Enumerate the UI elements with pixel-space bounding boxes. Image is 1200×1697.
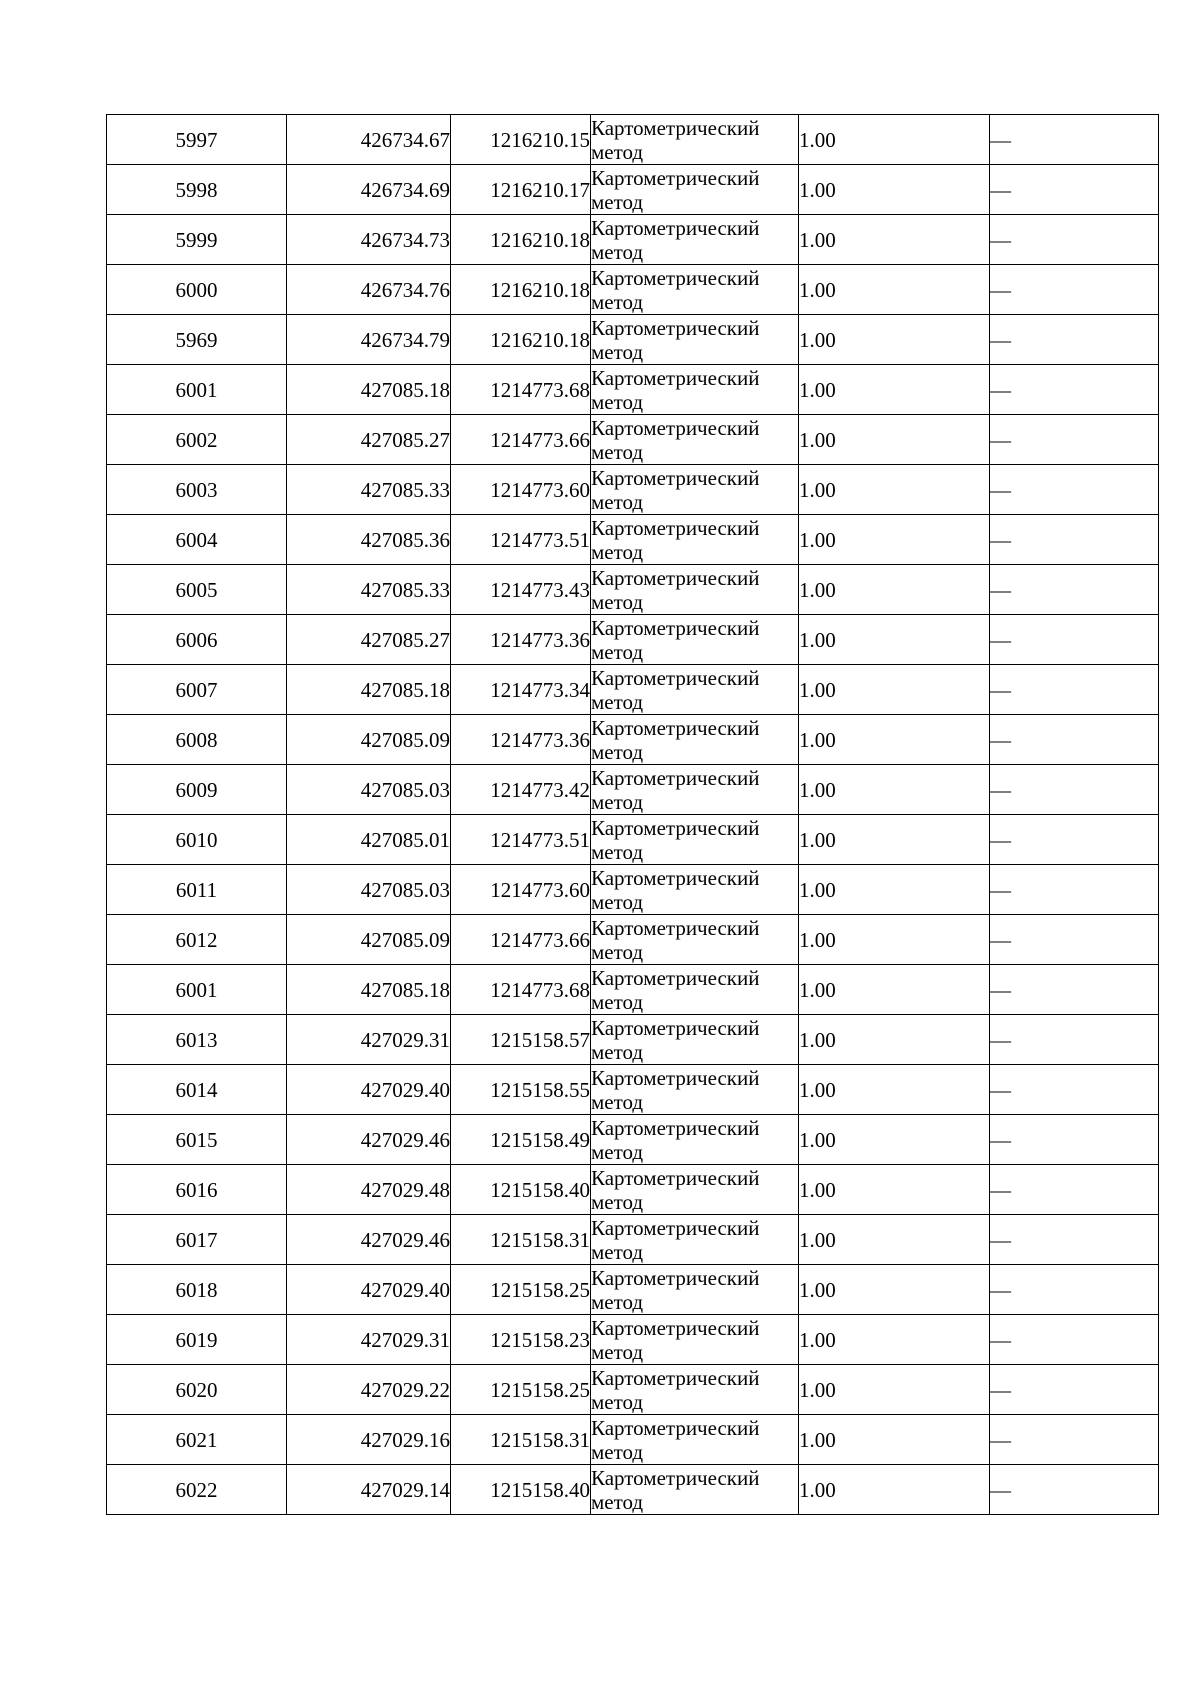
point-number-cell: 6013 bbox=[107, 1015, 287, 1065]
point-number-cell: 6004 bbox=[107, 515, 287, 565]
accuracy-cell: 1.00 bbox=[799, 515, 990, 565]
x-coordinate-cell: 427029.40 bbox=[287, 1265, 451, 1315]
y-coordinate-cell: 1214773.43 bbox=[451, 565, 591, 615]
table-row bbox=[107, 1415, 1159, 1465]
x-coordinate-cell: 427085.27 bbox=[287, 415, 451, 465]
point-number-cell: 6003 bbox=[107, 465, 287, 515]
x-coordinate-cell: 426734.79 bbox=[287, 315, 451, 365]
accuracy-cell: 1.00 bbox=[799, 415, 990, 465]
accuracy-cell: 1.00 bbox=[799, 915, 990, 965]
point-number-cell: 6006 bbox=[107, 615, 287, 665]
description-cell: — bbox=[990, 515, 1159, 565]
description-cell: — bbox=[990, 1365, 1159, 1415]
description-cell: — bbox=[990, 1315, 1159, 1365]
description-cell: — bbox=[990, 1065, 1159, 1115]
x-coordinate-cell: 427085.36 bbox=[287, 515, 451, 565]
point-number-cell: 6001 bbox=[107, 965, 287, 1015]
method-cell: Картометрический метод bbox=[591, 615, 799, 665]
x-coordinate-cell: 427085.09 bbox=[287, 915, 451, 965]
x-coordinate-cell: 426734.69 bbox=[287, 165, 451, 215]
point-number-cell: 6019 bbox=[107, 1315, 287, 1365]
x-coordinate-cell: 426734.67 bbox=[287, 115, 451, 165]
accuracy-cell: 1.00 bbox=[799, 315, 990, 365]
point-number-cell: 5998 bbox=[107, 165, 287, 215]
table-row bbox=[107, 1215, 1159, 1265]
description-cell: — bbox=[990, 665, 1159, 715]
method-cell: Картометрический метод bbox=[591, 365, 799, 415]
table-row bbox=[107, 165, 1159, 215]
table-row bbox=[107, 465, 1159, 515]
y-coordinate-cell: 1214773.42 bbox=[451, 765, 591, 815]
method-cell: Картометрический метод bbox=[591, 565, 799, 615]
y-coordinate-cell: 1215158.40 bbox=[451, 1465, 591, 1515]
method-cell: Картометрический метод bbox=[591, 215, 799, 265]
description-cell: — bbox=[990, 215, 1159, 265]
x-coordinate-cell: 427085.09 bbox=[287, 715, 451, 765]
point-number-cell: 5999 bbox=[107, 215, 287, 265]
accuracy-cell: 1.00 bbox=[799, 865, 990, 915]
point-number-cell: 6020 bbox=[107, 1365, 287, 1415]
accuracy-cell: 1.00 bbox=[799, 1465, 990, 1515]
description-cell: — bbox=[990, 565, 1159, 615]
method-cell: Картометрический метод bbox=[591, 1315, 799, 1365]
accuracy-cell: 1.00 bbox=[799, 565, 990, 615]
table-row bbox=[107, 715, 1159, 765]
description-cell: — bbox=[990, 865, 1159, 915]
accuracy-cell: 1.00 bbox=[799, 1215, 990, 1265]
x-coordinate-cell: 427085.18 bbox=[287, 365, 451, 415]
table-row bbox=[107, 265, 1159, 315]
table-row bbox=[107, 1315, 1159, 1365]
table-row bbox=[107, 515, 1159, 565]
point-number-cell: 6022 bbox=[107, 1465, 287, 1515]
table-row bbox=[107, 815, 1159, 865]
y-coordinate-cell: 1216210.15 bbox=[451, 115, 591, 165]
x-coordinate-cell: 427029.22 bbox=[287, 1365, 451, 1415]
description-cell: — bbox=[990, 465, 1159, 515]
y-coordinate-cell: 1214773.36 bbox=[451, 615, 591, 665]
method-cell: Картометрический метод bbox=[591, 265, 799, 315]
accuracy-cell: 1.00 bbox=[799, 1365, 990, 1415]
x-coordinate-cell: 427085.18 bbox=[287, 665, 451, 715]
y-coordinate-cell: 1215158.25 bbox=[451, 1365, 591, 1415]
y-coordinate-cell: 1216210.17 bbox=[451, 165, 591, 215]
table-row bbox=[107, 1115, 1159, 1165]
accuracy-cell: 1.00 bbox=[799, 1265, 990, 1315]
x-coordinate-cell: 427085.27 bbox=[287, 615, 451, 665]
table-row bbox=[107, 1065, 1159, 1115]
accuracy-cell: 1.00 bbox=[799, 265, 990, 315]
accuracy-cell: 1.00 bbox=[799, 465, 990, 515]
method-cell: Картометрический метод bbox=[591, 965, 799, 1015]
x-coordinate-cell: 427029.31 bbox=[287, 1315, 451, 1365]
y-coordinate-cell: 1215158.55 bbox=[451, 1065, 591, 1115]
method-cell: Картометрический метод bbox=[591, 465, 799, 515]
point-number-cell: 6014 bbox=[107, 1065, 287, 1115]
point-number-cell: 6002 bbox=[107, 415, 287, 465]
x-coordinate-cell: 427029.31 bbox=[287, 1015, 451, 1065]
x-coordinate-cell: 427085.01 bbox=[287, 815, 451, 865]
y-coordinate-cell: 1214773.66 bbox=[451, 415, 591, 465]
method-cell: Картометрический метод bbox=[591, 1115, 799, 1165]
x-coordinate-cell: 426734.73 bbox=[287, 215, 451, 265]
table-row bbox=[107, 1165, 1159, 1215]
method-cell: Картометрический метод bbox=[591, 1265, 799, 1315]
description-cell: — bbox=[990, 1215, 1159, 1265]
x-coordinate-cell: 427085.33 bbox=[287, 565, 451, 615]
method-cell: Картометрический метод bbox=[591, 915, 799, 965]
point-number-cell: 6001 bbox=[107, 365, 287, 415]
x-coordinate-cell: 426734.76 bbox=[287, 265, 451, 315]
accuracy-cell: 1.00 bbox=[799, 1415, 990, 1465]
method-cell: Картометрический метод bbox=[591, 715, 799, 765]
method-cell: Картометрический метод bbox=[591, 815, 799, 865]
description-cell: — bbox=[990, 965, 1159, 1015]
accuracy-cell: 1.00 bbox=[799, 765, 990, 815]
description-cell: — bbox=[990, 1115, 1159, 1165]
method-cell: Картометрический метод bbox=[591, 165, 799, 215]
x-coordinate-cell: 427029.46 bbox=[287, 1215, 451, 1265]
method-cell: Картометрический метод bbox=[591, 115, 799, 165]
method-cell: Картометрический метод bbox=[591, 1165, 799, 1215]
method-cell: Картометрический метод bbox=[591, 1465, 799, 1515]
point-number-cell: 5969 bbox=[107, 315, 287, 365]
table-row bbox=[107, 915, 1159, 965]
accuracy-cell: 1.00 bbox=[799, 665, 990, 715]
coordinates-table bbox=[106, 114, 1159, 1515]
description-cell: — bbox=[990, 415, 1159, 465]
table-row bbox=[107, 665, 1159, 715]
table-row bbox=[107, 315, 1159, 365]
y-coordinate-cell: 1214773.68 bbox=[451, 365, 591, 415]
table-row bbox=[107, 215, 1159, 265]
method-cell: Картометрический метод bbox=[591, 865, 799, 915]
point-number-cell: 6005 bbox=[107, 565, 287, 615]
table-body bbox=[107, 115, 1159, 1515]
y-coordinate-cell: 1214773.34 bbox=[451, 665, 591, 715]
y-coordinate-cell: 1214773.36 bbox=[451, 715, 591, 765]
accuracy-cell: 1.00 bbox=[799, 165, 990, 215]
description-cell: — bbox=[990, 265, 1159, 315]
table-row bbox=[107, 565, 1159, 615]
point-number-cell: 6000 bbox=[107, 265, 287, 315]
table-row bbox=[107, 615, 1159, 665]
method-cell: Картометрический метод bbox=[591, 315, 799, 365]
table-row bbox=[107, 1015, 1159, 1065]
description-cell: — bbox=[990, 1415, 1159, 1465]
description-cell: — bbox=[990, 765, 1159, 815]
table-row bbox=[107, 415, 1159, 465]
y-coordinate-cell: 1215158.49 bbox=[451, 1115, 591, 1165]
y-coordinate-cell: 1215158.57 bbox=[451, 1015, 591, 1065]
description-cell: — bbox=[990, 615, 1159, 665]
point-number-cell: 6021 bbox=[107, 1415, 287, 1465]
point-number-cell: 6009 bbox=[107, 765, 287, 815]
y-coordinate-cell: 1215158.40 bbox=[451, 1165, 591, 1215]
method-cell: Картометрический метод bbox=[591, 415, 799, 465]
method-cell: Картометрический метод bbox=[591, 1065, 799, 1115]
x-coordinate-cell: 427029.46 bbox=[287, 1115, 451, 1165]
point-number-cell: 6018 bbox=[107, 1265, 287, 1315]
y-coordinate-cell: 1216210.18 bbox=[451, 265, 591, 315]
y-coordinate-cell: 1216210.18 bbox=[451, 315, 591, 365]
description-cell: — bbox=[990, 1015, 1159, 1065]
y-coordinate-cell: 1214773.60 bbox=[451, 865, 591, 915]
description-cell: — bbox=[990, 365, 1159, 415]
table-row bbox=[107, 865, 1159, 915]
accuracy-cell: 1.00 bbox=[799, 115, 990, 165]
description-cell: — bbox=[990, 915, 1159, 965]
point-number-cell: 6010 bbox=[107, 815, 287, 865]
accuracy-cell: 1.00 bbox=[799, 1165, 990, 1215]
x-coordinate-cell: 427085.03 bbox=[287, 765, 451, 815]
y-coordinate-cell: 1214773.60 bbox=[451, 465, 591, 515]
y-coordinate-cell: 1215158.25 bbox=[451, 1265, 591, 1315]
description-cell: — bbox=[990, 815, 1159, 865]
accuracy-cell: 1.00 bbox=[799, 1115, 990, 1165]
x-coordinate-cell: 427029.48 bbox=[287, 1165, 451, 1215]
description-cell: — bbox=[990, 315, 1159, 365]
point-number-cell: 6016 bbox=[107, 1165, 287, 1215]
accuracy-cell: 1.00 bbox=[799, 815, 990, 865]
table-row bbox=[107, 1265, 1159, 1315]
method-cell: Картометрический метод bbox=[591, 1365, 799, 1415]
point-number-cell: 6012 bbox=[107, 915, 287, 965]
table-row bbox=[107, 115, 1159, 165]
method-cell: Картометрический метод bbox=[591, 765, 799, 815]
x-coordinate-cell: 427085.03 bbox=[287, 865, 451, 915]
description-cell: — bbox=[990, 1265, 1159, 1315]
accuracy-cell: 1.00 bbox=[799, 1315, 990, 1365]
accuracy-cell: 1.00 bbox=[799, 365, 990, 415]
method-cell: Картометрический метод bbox=[591, 1015, 799, 1065]
point-number-cell: 6008 bbox=[107, 715, 287, 765]
point-number-cell: 5997 bbox=[107, 115, 287, 165]
method-cell: Картометрический метод bbox=[591, 1415, 799, 1465]
y-coordinate-cell: 1215158.31 bbox=[451, 1215, 591, 1265]
table-row bbox=[107, 1365, 1159, 1415]
table-row bbox=[107, 765, 1159, 815]
accuracy-cell: 1.00 bbox=[799, 615, 990, 665]
point-number-cell: 6015 bbox=[107, 1115, 287, 1165]
y-coordinate-cell: 1214773.51 bbox=[451, 515, 591, 565]
description-cell: — bbox=[990, 715, 1159, 765]
description-cell: — bbox=[990, 115, 1159, 165]
method-cell: Картометрический метод bbox=[591, 515, 799, 565]
x-coordinate-cell: 427085.18 bbox=[287, 965, 451, 1015]
y-coordinate-cell: 1214773.68 bbox=[451, 965, 591, 1015]
description-cell: — bbox=[990, 165, 1159, 215]
method-cell: Картометрический метод bbox=[591, 1215, 799, 1265]
point-number-cell: 6017 bbox=[107, 1215, 287, 1265]
x-coordinate-cell: 427029.14 bbox=[287, 1465, 451, 1515]
accuracy-cell: 1.00 bbox=[799, 1065, 990, 1115]
method-cell: Картометрический метод bbox=[591, 665, 799, 715]
y-coordinate-cell: 1216210.18 bbox=[451, 215, 591, 265]
y-coordinate-cell: 1214773.51 bbox=[451, 815, 591, 865]
table-row bbox=[107, 1465, 1159, 1515]
point-number-cell: 6011 bbox=[107, 865, 287, 915]
point-number-cell: 6007 bbox=[107, 665, 287, 715]
y-coordinate-cell: 1214773.66 bbox=[451, 915, 591, 965]
table-row bbox=[107, 965, 1159, 1015]
x-coordinate-cell: 427029.16 bbox=[287, 1415, 451, 1465]
y-coordinate-cell: 1215158.31 bbox=[451, 1415, 591, 1465]
description-cell: — bbox=[990, 1165, 1159, 1215]
y-coordinate-cell: 1215158.23 bbox=[451, 1315, 591, 1365]
accuracy-cell: 1.00 bbox=[799, 715, 990, 765]
description-cell: — bbox=[990, 1465, 1159, 1515]
accuracy-cell: 1.00 bbox=[799, 1015, 990, 1065]
x-coordinate-cell: 427029.40 bbox=[287, 1065, 451, 1115]
accuracy-cell: 1.00 bbox=[799, 215, 990, 265]
table-row bbox=[107, 365, 1159, 415]
x-coordinate-cell: 427085.33 bbox=[287, 465, 451, 515]
accuracy-cell: 1.00 bbox=[799, 965, 990, 1015]
